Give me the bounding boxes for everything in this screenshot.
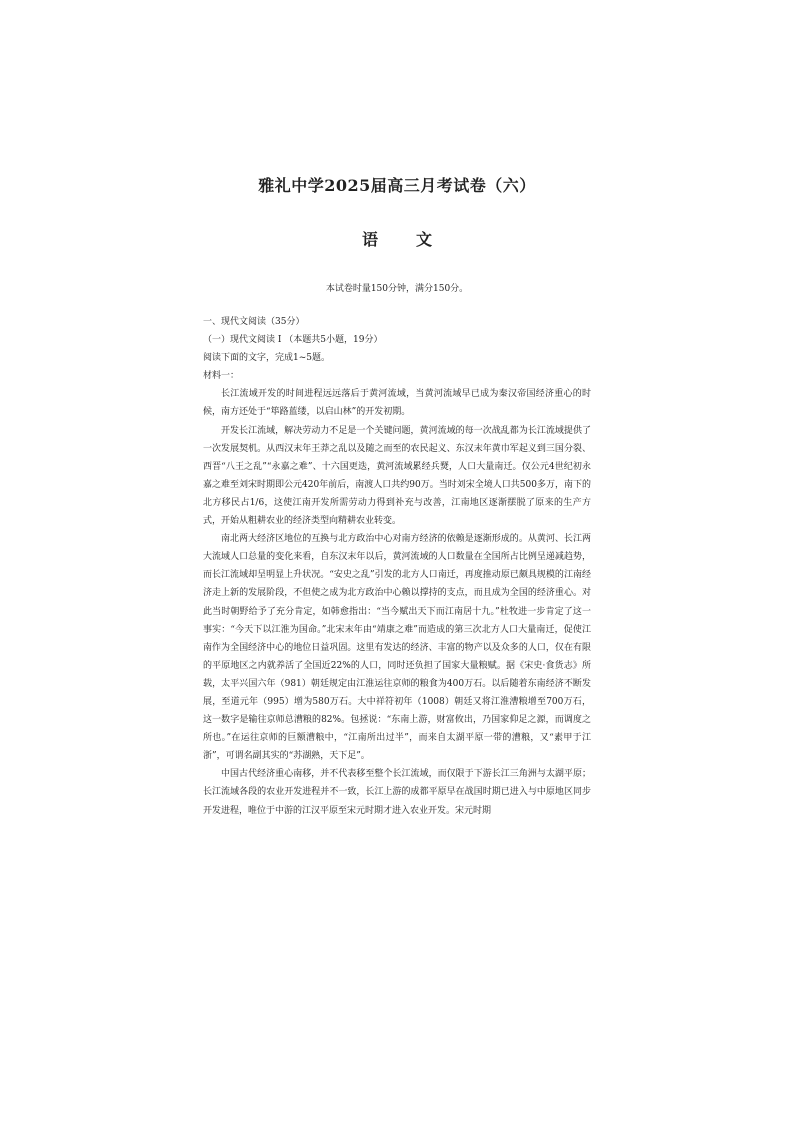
section-instruction: 阅读下面的文字，完成1~5题。 <box>203 353 330 364</box>
subject-title <box>0 227 794 250</box>
reading-section <box>203 313 591 820</box>
paragraph-2: 开发长江流域，解决劳动力不足是一个关键问题，黄河流域的每一次战乱都为长江流域提供了一次发展契机。从西汉末年王莽之乱以及随之而至的农民起义、东汉末年黄巾军起义到三国分裂、西晋“八王之乱”“永嘉之难”、十六国更迭，黄河流域累经兵燹，人口大量南迁。仅公元4世纪初永嘉之难至刘宋时期即公元420年前后，南渡人口共约90万。当时刘宋全境人口共500多万，南下的北方移民占1/6，这使江南开发所需劳动力得到补充与改善，江南地区逐渐摆脱了原来的生产方式，开始从粗耕农业的经济类型向精耕农业转变。 <box>203 425 591 527</box>
subject-title-right: 文 <box>416 230 433 249</box>
exam-title: 雅礼中学2025届高三月考试卷（六） <box>258 176 536 195</box>
paragraph-1: 长江流域开发的时间进程远远落后于黄河流域，当黄河流域早已成为秦汉帝国经济重心的时候，南方还处于“筚路蓝缕，以启山林”的开发初期。 <box>203 389 591 418</box>
section-subheading: （一）现代文阅读 Ⅰ （本题共5小题，19分） <box>203 335 383 346</box>
material-label: 材料一： <box>203 371 240 382</box>
paragraph-4: 中国古代经济重心南移，并不代表移至整个长江流域，而仅限于下游长江三角洲与太湖平原；长江流域各段的农业开发进程并不一致，长江上游的成都平原早在战国时期已进入与中原地区同步开发进程，唯位于中游的江汉平原至宋元时期才进入农业开发。宋元时期 <box>203 769 591 816</box>
exam-info: 本试卷时量150分钟，满分150分。 <box>325 284 469 294</box>
paragraph-3: 南北两大经济区地位的互换与北方政治中心对南方经济的依赖是逐渐形成的。从黄河、长江两大流域人口总量的变化来看，自东汉末年以后，黄河流域的人口数量在全国所占比例呈递减趋势，而长江流域却呈明显上升状况。“安史之乱”引发的北方人口南迁，再度推动原已颇具规模的江南经济走上新的发展阶段，不但使之成为北方政治中心赖以撑持的支点，而且成为全国的经济重心。对此当时朝野给予了充分肯定，如韩愈指出：“当今赋出天下而江南居十九。”杜牧进一步肯定了这一事实：“今天下以江淮为国命。”北宋末年由“靖康之难”而造成的第三次北方人口大量南迁，促使江南作为全国经济中心的地位日益巩固。这里有发达的经济、丰富的物产以及众多的人口，仅在有限的平原地区之内就养活了全国近22%的人口，同时还负担了国家大量粮赋。据《宋史·食货志》所载，太平兴国六年（981）朝廷规定由江淮运往京师的粮食为400万石。以后随着东南经济不断发展，至道元年（995）增为580万石。大中祥符初年（1008）朝廷又将江淮漕粮增至700万石，这一数字是输往京师总漕粮的82%。包拯说：“东南上游，财富攸出，乃国家仰足之源，而调度之所也。”在运往京师的巨额漕粮中，“江南所出过半”，而来自太湖平原一带的漕粮，又“素甲于江浙”，可谓名副其实的“苏湖熟，天下足”。 <box>203 534 591 762</box>
section-heading: 一、现代文阅读（35分） <box>203 317 305 327</box>
subject-title-left: 语 <box>361 230 378 249</box>
